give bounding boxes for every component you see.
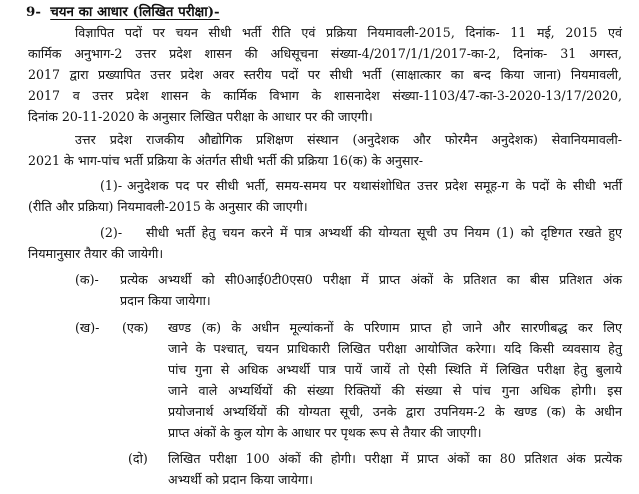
section-heading <box>26 2 220 22</box>
sub-clause-line: प्रदान किया जायेगा। <box>120 293 211 308</box>
section-title: चयन का आधार (लिखित परीक्षा)- <box>50 4 220 20</box>
item-line: अनुदेशक पद पर सीधी भर्ती, समय-समय पर यथासंशोधित उत्तर प्रदेश समूह-ग के पदों के सीधी भर्ती <box>127 178 622 193</box>
item-line: (रीति और प्रक्रिया) नियमावली-2015 के अनुसार की जाएगी। <box>28 199 308 214</box>
sub-clause-line: जाने के पश्चात्, चयन प्राधिकारी लिखित परीक्षा आयोजित करेगा। यदि किसी व्यवसाय हेतु <box>168 341 622 356</box>
sub-clause-line: जाने वाले अभ्यर्थियों की संख्या रिक्तियों की संख्या से पांच गुना अधिक होगी। इस <box>168 383 622 398</box>
sub-clause-label: (क)- <box>75 272 99 287</box>
sub-clause-line: प्रत्येक अभ्यर्थी को सी0आई0टी0एस0 परीक्षा में प्राप्त अंकों के प्रतिशत का बीस प्रतिशत अंक <box>120 272 622 287</box>
sub-clause-line: प्राप्त अंकों के कुल योग के आधार पर पृथक रूप से तैयार की जाएगी। <box>168 425 482 440</box>
sub-clause-label: (दो) <box>128 451 148 466</box>
paragraph-line: दिनांक 20-11-2020 के अनुसार लिखित परीक्षा के आधार पर की जाएगी। <box>28 109 373 124</box>
sub-sub-clause-label: (एक) <box>122 320 149 335</box>
item-line: सीधी भर्ती हेतु चयन करने में पात्र अभ्यर्थी की योग्यता सूची उप नियम (1) को दृष्टिगत रखते हुए <box>146 225 622 240</box>
sub-clause-label: (ख)- <box>75 320 100 335</box>
section-number: 9- <box>26 4 41 20</box>
paragraph-line: 2021 के भाग-पांच भर्ती प्रक्रिया के अंतर्गत सीधी भर्ती की प्रक्रिया 16(क) के अनुसार- <box>28 153 423 168</box>
item-label: (2)- <box>100 225 123 240</box>
paragraph-line: कार्मिक अनुभाग-2 उत्तर प्रदेश शासन की अधिसूचना संख्या-4/2017/1/1/2017-का-2, दिनांक- 31 अगस्त, <box>28 46 622 61</box>
sub-clause-line: अभ्यर्थी को प्रदान किया जायेगा। <box>168 472 314 487</box>
paragraph-line: उत्तर प्रदेश राजकीय औद्योगिक प्रशिक्षण संस्थान (अनुदेशक और फोरमैन अनुदेशक) सेवानियमावली- <box>75 132 622 147</box>
sub-clause-line: प्रयोजनार्थ अभ्यर्थियों की योग्यता सूची, उनके द्वारा उपनियम-2 के खण्ड (क) के अधीन <box>168 404 622 419</box>
paragraph-line: 2017 द्वारा प्रख्यापित उत्तर प्रदेश अवर स्तरीय पदों पर सीधी भर्ती (साक्षात्कार का बन्द किया जाना) नियमावली, <box>28 67 622 82</box>
sub-clause-line: पांच गुना से अधिक अभ्यर्थी पात्र पायें जायें तो ऐसी स्थिति में लिखित परीक्षा हेतु बुलाये <box>168 362 622 377</box>
item-line: नियमानुसार तैयार की जायेगी। <box>28 246 164 261</box>
paragraph-line: 2017 व उत्तर प्रदेश शासन के कार्मिक विभाग के शासनादेश संख्या-1103/47-का-3-2020-13/17/2020, <box>28 88 622 103</box>
sub-clause-line: खण्ड (क) के अधीन मूल्यांकनों के परिणाम प्राप्त हो जाने और सारणीबद्ध कर लिए <box>168 320 622 335</box>
item-label: (1)- <box>100 178 123 193</box>
paragraph-line: विज्ञापित पदों पर चयन सीधी भर्ती रीति एवं प्रक्रिया नियमावली-2015, दिनांक- 11 मई, 2015 एवं <box>75 25 622 40</box>
sub-clause-line: लिखित परीक्षा 100 अंकों की होगी। परीक्षा में प्राप्त अंकों का 80 प्रतिशत अंक प्रत्येक <box>168 451 622 466</box>
